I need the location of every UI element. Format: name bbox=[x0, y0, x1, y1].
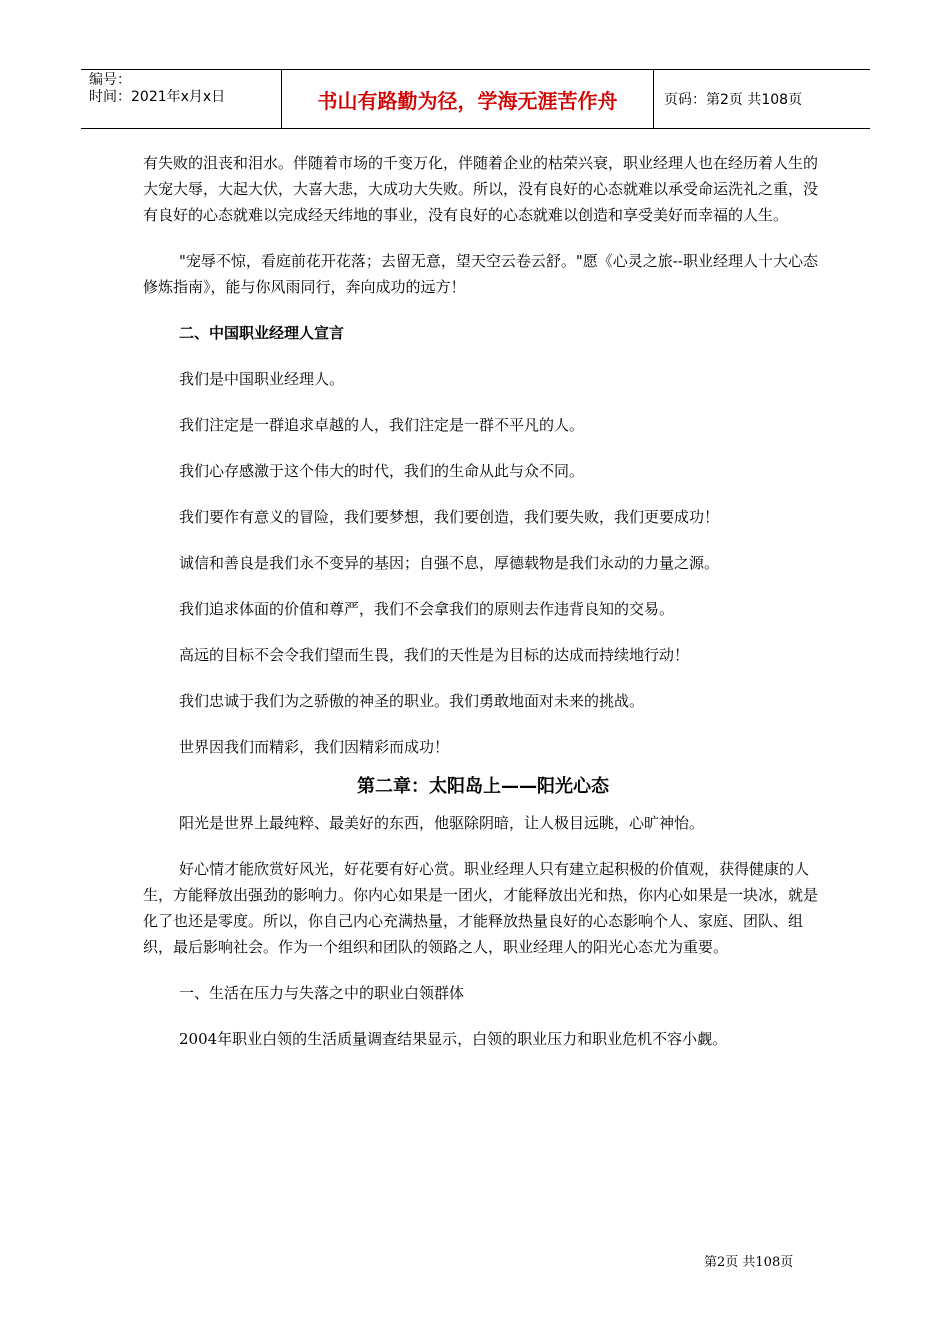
declaration-line: 我们要作有意义的冒险，我们要梦想，我们要创造，我们要失败，我们更要成功！ bbox=[179, 508, 720, 526]
paragraph-3: 阳光是世界上最纯粹、最美好的东西，他驱除阴暗，让人极目远眺，心旷神怡。 bbox=[179, 814, 705, 832]
page-header bbox=[81, 69, 870, 129]
declaration-line: 我们心存感激于这个伟大的时代，我们的生命从此与众不同。 bbox=[179, 462, 585, 480]
paragraph-5: 2004年职业白领的生活质量调查结果显示，白领的职业压力和职业危机不容小觑。 bbox=[179, 1030, 728, 1048]
declaration-line: 我们追求体面的价值和尊严，我们不会拿我们的原则去作违背良知的交易。 bbox=[179, 600, 675, 618]
header-meta bbox=[81, 70, 282, 128]
time-label: 时间：2021年x月x日 bbox=[89, 89, 226, 105]
declaration-line: 我们注定是一群追求卓越的人，我们注定是一群不平凡的人。 bbox=[179, 416, 585, 434]
number-label: 编号： bbox=[89, 72, 131, 88]
declaration-line: 高远的目标不会令我们望而生畏，我们的天性是为目标的达成而持续地行动！ bbox=[179, 646, 690, 664]
section-heading: 二、中国职业经理人宣言 bbox=[179, 324, 345, 342]
paragraph-1: 有失败的沮丧和泪水。伴随着市场的千变万化，伴随着企业的枯荣兴衰，职业经理人也在经历着人生的大宠大辱，大起大伏，大喜大悲，大成功大失败。所以，没有良好的心态就难以承受命运洗礼之重，没有良好的心态就难以完成经天纬地的事业，没有良好的心态就难以创造和享受美好而幸福的人生。 bbox=[143, 154, 819, 224]
paragraph-4: 好心情才能欣赏好风光，好花要有好心赏。职业经理人只有建立起积极的价值观，获得健康的人生，方能释放出强劲的影响力。你内心如果是一团火，才能释放出光和热，你内心如果是一块冰，就是化了也还是零度。所以，你自己内心充满热量，才能释放热量良好的心态影响个人、家庭、团队、组织，最后影响社会。作为一个组织和团队的领路之人，职业经理人的阳光心态尤为重要。 bbox=[143, 860, 819, 956]
paragraph-2: "宠辱不惊，看庭前花开花落；去留无意，望天空云卷云舒。"愿《心灵之旅--职业经理人十大心态修炼指南》，能与你风雨同行，奔向成功的远方！ bbox=[143, 252, 818, 296]
subsection-heading: 一、生活在压力与失落之中的职业白领群体 bbox=[179, 984, 465, 1002]
page-footer: 第2页 共108页 bbox=[704, 1255, 794, 1270]
document-body bbox=[143, 150, 823, 1052]
chapter-title: 第二章：太阳岛上——阳光心态 bbox=[357, 776, 609, 797]
declaration-line: 世界因我们而精彩，我们因精彩而成功！ bbox=[179, 738, 450, 756]
declaration-line: 我们是中国职业经理人。 bbox=[179, 370, 345, 388]
header-motto: 书山有路勤为径，学海无涯苦作舟 bbox=[282, 70, 654, 128]
declaration-line: 诚信和善良是我们永不变异的基因；自强不息，厚德载物是我们永动的力量之源。 bbox=[179, 554, 720, 572]
header-page-label: 页码：第2页 共108页 bbox=[664, 92, 803, 108]
declaration-line: 我们忠诚于我们为之骄傲的神圣的职业。我们勇敢地面对未来的挑战。 bbox=[179, 692, 645, 710]
